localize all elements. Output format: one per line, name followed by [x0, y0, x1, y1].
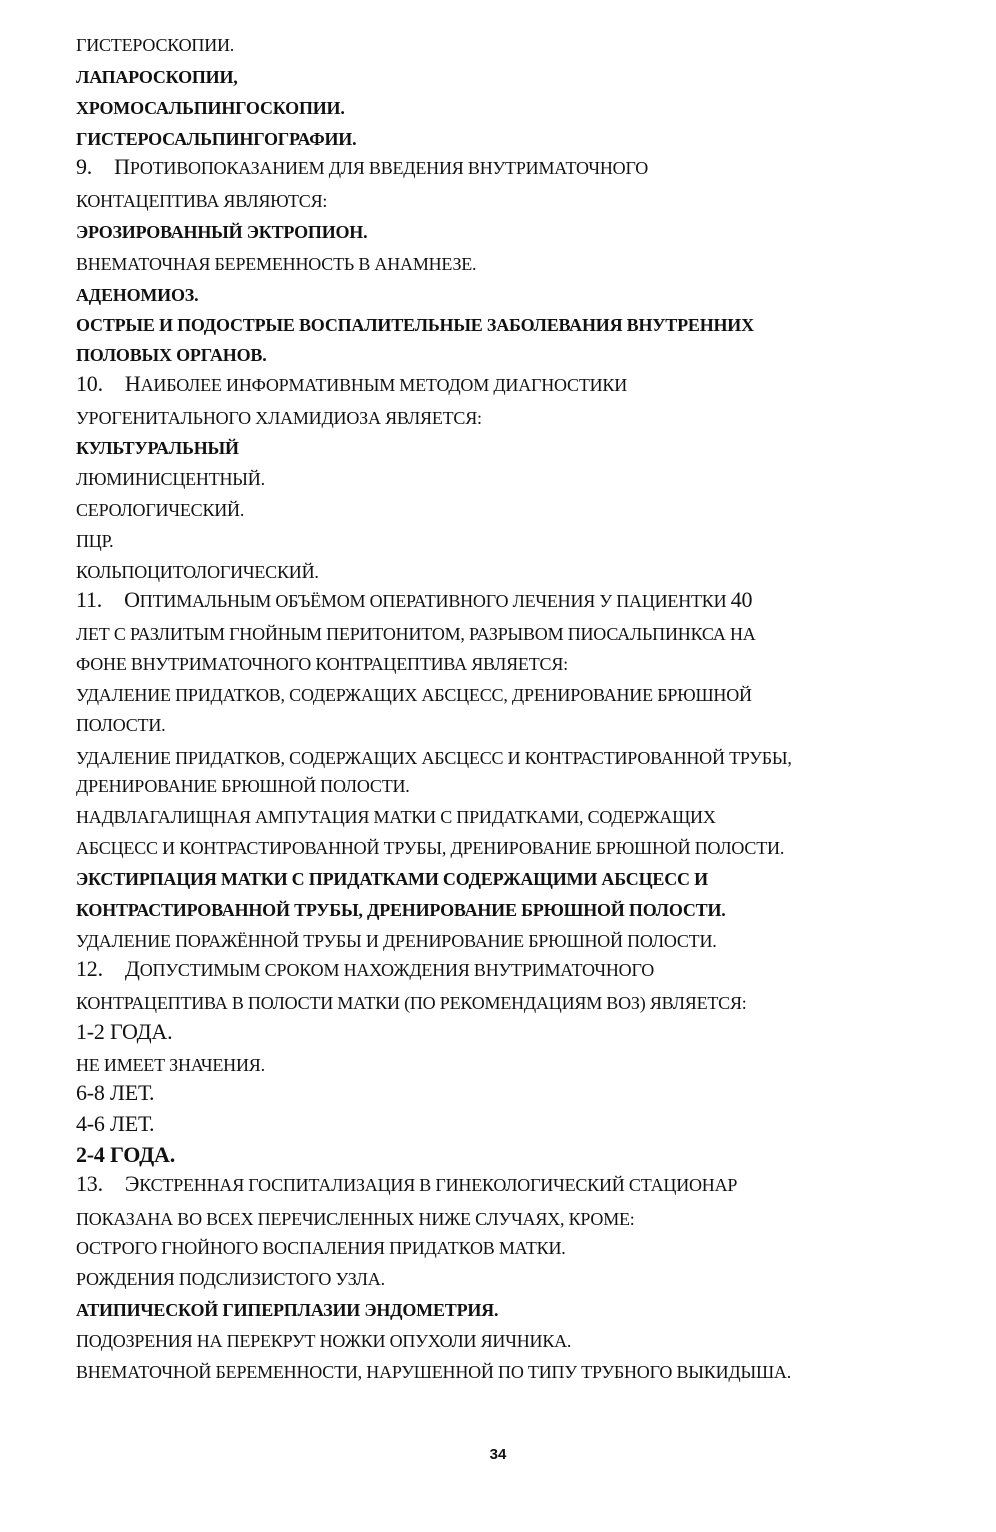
- answer-option: КОЛЬПОЦИТОЛОГИЧЕСКИЙ.: [76, 562, 319, 582]
- answer-option: УДАЛЕНИЕ ПРИДАТКОВ, СОДЕРЖАЩИХ АБСЦЕСС, ДРЕНИРОВАНИЕ БРЮШНОЙ: [76, 685, 752, 705]
- answer-option-correct: ОСТРЫЕ И ПОДОСТРЫЕ ВОСПАЛИТЕЛЬНЫЕ ЗАБОЛЕВАНИЯ ВНУТРЕННИХ: [76, 315, 754, 335]
- question-number: 9.: [76, 154, 93, 179]
- question-number: 11.: [76, 587, 103, 612]
- answer-option-correct: ПОЛОВЫХ ОРГАНОВ.: [76, 345, 267, 365]
- answer-option: СЕРОЛОГИЧЕСКИЙ.: [76, 500, 245, 520]
- answer-option-correct: КОНТРАСТИРОВАННОЙ ТРУБЫ, ДРЕНИРОВАНИЕ БРЮШНОЙ ПОЛОСТИ.: [76, 900, 726, 920]
- question-text: КСТРЕННАЯ ГОСПИТАЛИЗАЦИЯ В ГИНЕКОЛОГИЧЕСКИЙ СТАЦИОНАР: [139, 1175, 738, 1195]
- answer-option: ПЦР.: [76, 531, 114, 551]
- question-lead-letter: П: [114, 154, 130, 179]
- answer-option-correct: ЭКСТИРПАЦИЯ МАТКИ С ПРИДАТКАМИ СОДЕРЖАЩИМИ АБСЦЕСС И: [76, 869, 708, 889]
- answer-option: [76, 1021, 172, 1044]
- question-text: ОПУСТИМЫМ СРОКОМ НАХОЖДЕНИЯ ВНУТРИМАТОЧНОГО: [139, 960, 655, 980]
- answer-option: АДЕНОМИОЗ.: [76, 285, 199, 305]
- answer-option: ВНЕМАТОЧНОЙ БЕРЕМЕННОСТИ, НАРУШЕННОЙ ПО ТИПУ ТРУБНОГО ВЫКИДЫША.: [76, 1362, 792, 1382]
- question-text: АИБОЛЕЕ ИНФОРМАТИВНЫМ МЕТОДОМ ДИАГНОСТИКИ: [140, 375, 628, 395]
- answer-option-correct: КУЛЬТУРАЛЬНЫЙ: [76, 438, 239, 458]
- question-number: 13.: [76, 1171, 103, 1196]
- answer-option: [76, 1082, 154, 1105]
- answer-option: НАДВЛАГАЛИЩНАЯ АМПУТАЦИЯ МАТКИ С ПРИДАТКАМИ, СОДЕРЖАЩИХ: [76, 807, 716, 827]
- answer-option: УДАЛЕНИЕ ПОРАЖЁННОЙ ТРУБЫ И ДРЕНИРОВАНИЕ БРЮШНОЙ ПОЛОСТИ.: [76, 931, 717, 951]
- answer-option: ВНЕМАТОЧНАЯ БЕРЕМЕННОСТЬ В АНАМНЕЗЕ.: [76, 254, 477, 274]
- question-lead-letter: Д: [124, 956, 140, 981]
- question-12: [76, 958, 654, 981]
- answer-option-text: 6-8 ЛЕТ.: [76, 1080, 155, 1105]
- answer-option: РОЖДЕНИЯ ПОДСЛИЗИСТОГО УЗЛА.: [76, 1269, 385, 1289]
- question-text: ПТИМАЛЬНЫМ ОБЪЁМОМ ОПЕРАТИВНОГО ЛЕЧЕНИЯ У ПАЦИЕНТКИ: [139, 591, 731, 611]
- answer-option: ОСТРОГО ГНОЙНОГО ВОСПАЛЕНИЯ ПРИДАТКОВ МАТКИ.: [76, 1238, 566, 1258]
- question-number: 10.: [76, 371, 103, 396]
- question-number: 12.: [76, 956, 103, 981]
- answer-option-correct: ГИСТЕРОСАЛЬПИНГОГРАФИИ.: [76, 129, 357, 149]
- question-9: [76, 156, 648, 179]
- question-text-cont: КОНТАЦЕПТИВА ЯВЛЯЮТСЯ:: [76, 191, 328, 211]
- answer-option-text: 1-2 ГОДА.: [76, 1019, 173, 1044]
- answer-option: ГИСТЕРОСКОПИИ.: [76, 35, 235, 55]
- answer-option-text: 2-4 ГОДА.: [76, 1142, 176, 1167]
- question-text-cont: ЛЕТ С РАЗЛИТЫМ ГНОЙНЫМ ПЕРИТОНИТОМ, РАЗРЫВОМ ПИОСАЛЬПИНКСА НА: [76, 624, 756, 644]
- question-13: [76, 1173, 737, 1196]
- question-11: [76, 589, 752, 612]
- question-text-cont: ПОКАЗАНА ВО ВСЕХ ПЕРЕЧИСЛЕННЫХ НИЖЕ СЛУЧАЯХ, КРОМЕ:: [76, 1209, 635, 1229]
- question-lead-letter: О: [124, 587, 140, 612]
- answer-option-correct: ЛАПАРОСКОПИИ,: [76, 67, 238, 87]
- answer-option: АБСЦЕСС И КОНТРАСТИРОВАННОЙ ТРУБЫ, ДРЕНИРОВАНИЕ БРЮШНОЙ ПОЛОСТИ.: [76, 838, 785, 858]
- question-text-number: 40: [730, 587, 753, 612]
- question-lead-letter: Н: [124, 371, 141, 396]
- answer-option: ПОЛОСТИ.: [76, 715, 166, 735]
- answer-option: ЭРОЗИРОВАННЫЙ ЭКТРОПИОН.: [76, 222, 368, 242]
- answer-option: [76, 1113, 154, 1136]
- answer-option: ЛЮМИНИСЦЕНТНЫЙ.: [76, 469, 265, 489]
- question-text-cont: ФОНЕ ВНУТРИМАТОЧНОГО КОНТРАЦЕПТИВА ЯВЛЯЕТСЯ:: [76, 654, 568, 674]
- question-text-cont: КОНТРАЦЕПТИВА В ПОЛОСТИ МАТКИ (ПО РЕКОМЕНДАЦИЯМ ВОЗ) ЯВЛЯЕТСЯ:: [76, 993, 747, 1013]
- answer-option: ДРЕНИРОВАНИЕ БРЮШНОЙ ПОЛОСТИ.: [76, 776, 410, 796]
- answer-option-correct: ХРОМОСАЛЬПИНГОСКОПИИ.: [76, 98, 345, 118]
- answer-option: ПОДОЗРЕНИЯ НА ПЕРЕКРУТ НОЖКИ ОПУХОЛИ ЯИЧНИКА.: [76, 1331, 572, 1351]
- question-lead-letter: Э: [124, 1171, 140, 1196]
- answer-option-correct: [76, 1144, 175, 1167]
- answer-option-text: 4-6 ЛЕТ.: [76, 1111, 155, 1136]
- answer-option: УДАЛЕНИЕ ПРИДАТКОВ, СОДЕРЖАЩИХ АБСЦЕСС И КОНТРАСТИРОВАННОЙ ТРУБЫ,: [76, 748, 792, 768]
- answer-option-correct: АТИПИЧЕСКОЙ ГИПЕРПЛАЗИИ ЭНДОМЕТРИЯ.: [76, 1300, 499, 1320]
- page-number: 34: [489, 1446, 507, 1463]
- question-text-cont: УРОГЕНИТАЛЬНОГО ХЛАМИДИОЗА ЯВЛЯЕТСЯ:: [76, 408, 482, 428]
- question-10: [76, 373, 627, 396]
- question-text: РОТИВОПОКАЗАНИЕМ ДЛЯ ВВЕДЕНИЯ ВНУТРИМАТОЧНОГО: [129, 158, 649, 178]
- answer-option: НЕ ИМЕЕТ ЗНАЧЕНИЯ.: [76, 1055, 265, 1075]
